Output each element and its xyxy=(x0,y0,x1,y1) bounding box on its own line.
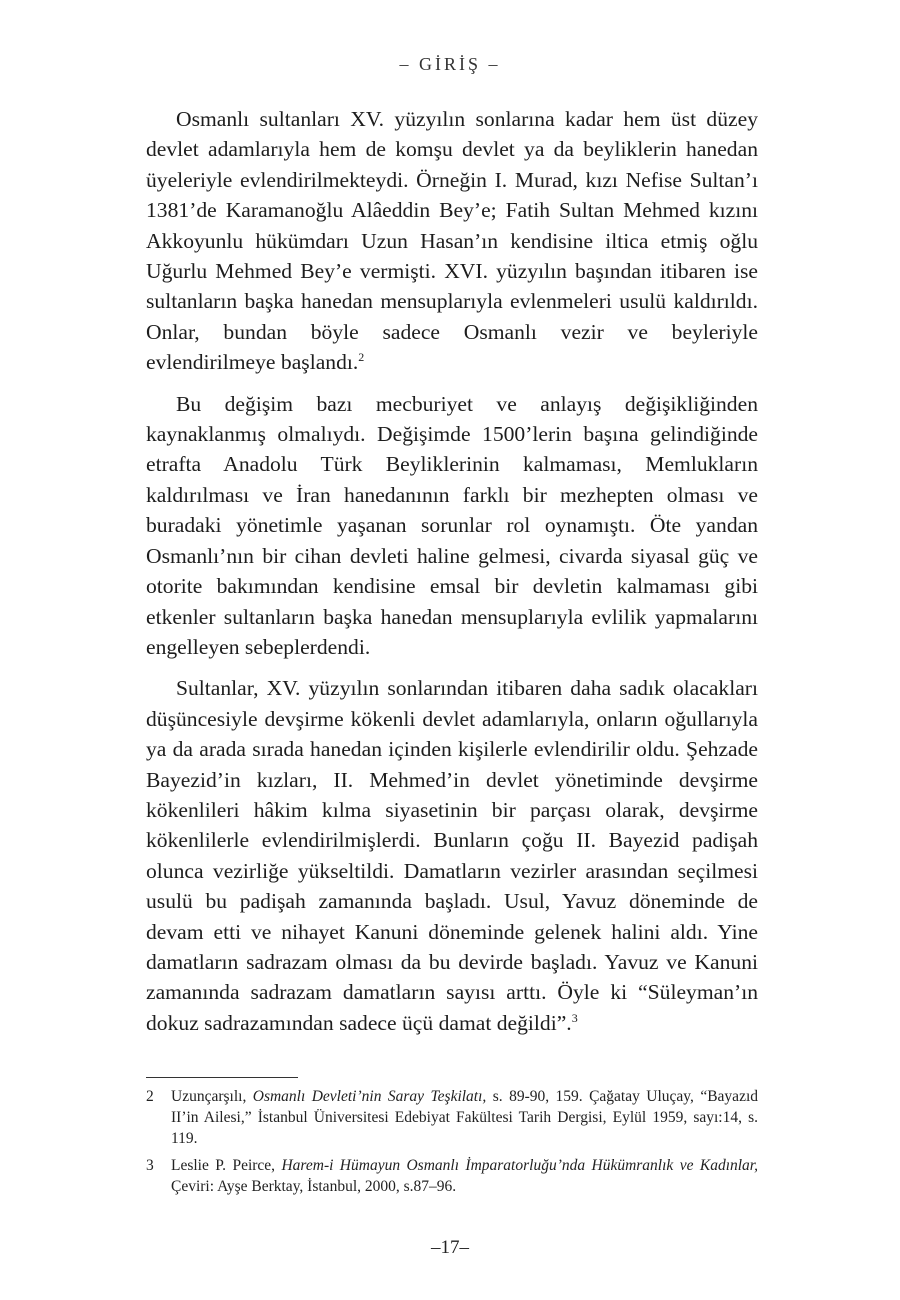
footnote-ref: 2 xyxy=(358,350,365,365)
footnote-title: Harem-i Hümayun Osmanlı İmparatorluğu’nda Hükümranlık ve Kadınlar, xyxy=(281,1157,758,1174)
footnote-title: Osmanlı Devleti’nin Saray Teşkilatı, xyxy=(252,1088,487,1105)
footnote-number: 2 xyxy=(146,1088,154,1105)
footnote xyxy=(146,1155,758,1197)
footnotes xyxy=(146,1086,758,1203)
main-text xyxy=(146,104,758,1049)
running-header: – GİRİŞ – xyxy=(399,54,501,74)
footnote-rest: s. 89-90, 159. Çağatay Uluçay, “Bayazıd II’in Ailesi,” İstanbul Üniversitesi Edebiyat Fakültesi Tarih Dergisi, Eylül 1959, sayı:14, s. 119. xyxy=(171,1088,759,1147)
footnote-rest: Çeviri: Ayşe Berktay, İstanbul, 2000, s.87–96. xyxy=(171,1178,457,1195)
paragraph-text: Bu değişim bazı mecburiyet ve anlayış değişikliğinden kaynaklanmış olmalıydı. Değişimde 1500’lerin başına gelindiğinde etrafta Anadolu Türk Beyliklerinin kalmaması, Memlukların kaldırılması ve İran hanedanının farklı bir mezhepten olması ve buradaki yönetimle yaşanan sorunlar rol oynamıştı. Öte yandan Osmanlı’nın bir cihan devleti haline gelmesi, civarda siyasal güç ve otorite bakımından kendisine emsal bir devletin kalmaması gibi etkenler sultanların başka hanedan mensuplarıyla evlilik yapmalarını engelleyen sebeplerdendi. xyxy=(146,391,758,659)
page-number: –17– xyxy=(431,1237,469,1258)
paragraph-2 xyxy=(146,389,758,663)
paragraph-1 xyxy=(146,104,758,378)
footnote-text xyxy=(171,1155,758,1197)
footnote-author: Uzunçarşılı, xyxy=(171,1088,247,1105)
footnote xyxy=(146,1086,758,1149)
paragraph-text: Osmanlı sultanları XV. yüzyılın sonlarına kadar hem üst düzey devlet adamlarıyla hem de komşu devlet ya da beyliklerin hanedan üyeleriyle evlendirilmekteydi. Örneğin I. Murad, kızı Nefise Sultan’ı 1381’de Karamanoğlu Alâeddin Bey’e; Fatih Sultan Mehmed kızını Akkoyunlu hükümdarı Uzun Hasan’ın kendisine iltica etmiş oğlu Uğurlu Mehmed Bey’e vermişti. XVI. yüzyılın başından itibaren ise sultanların başka hanedan mensuplarıyla evlenmeleri usulü kaldırıldı. Onlar, bundan böyle sadece Osmanlı vezir ve beyleriyle evlendirilmeye başlandı. xyxy=(146,107,758,375)
footnote-text xyxy=(171,1086,758,1149)
paragraph-3 xyxy=(146,673,758,1038)
footnote-number: 3 xyxy=(146,1157,154,1174)
footnote-ref: 3 xyxy=(571,1010,578,1025)
paragraph-text: Sultanlar, XV. yüzyılın sonlarından itibaren daha sadık olacakları düşüncesiyle devşirme kökenli devlet adamlarıyla, onların oğullarıyla ya da arada sırada hanedan içinden kişilerle evlendirilir oldu. Şehzade Bayezid’in kızları, II. Mehmed’in devlet yönetiminde devşirme kökenlileri hâkim kılma siyasetinin bir parçası olarak, devşirme kökenlilerle evlendirilmişlerdi. Bunların çoğu II. Bayezid padişah olunca vezirliğe yükseltildi. Damatların vezirler arasından seçilmesi usulü bu padişah zamanında başladı. Usul, Yavuz döneminde de devam etti ve nihayet Kanuni döneminde gelenek halini aldı. Yine damatların sadrazam olması da bu devirde başladı. Yavuz ve Kanuni zamanında sadrazam damatların sayısı arttı. Öyle ki “Süleyman’ın dokuz sadrazamından sadece üçü damat değildi”. xyxy=(146,676,758,1035)
footnote-separator xyxy=(146,1077,298,1078)
footnote-author: Leslie P. Peirce, xyxy=(171,1157,276,1174)
